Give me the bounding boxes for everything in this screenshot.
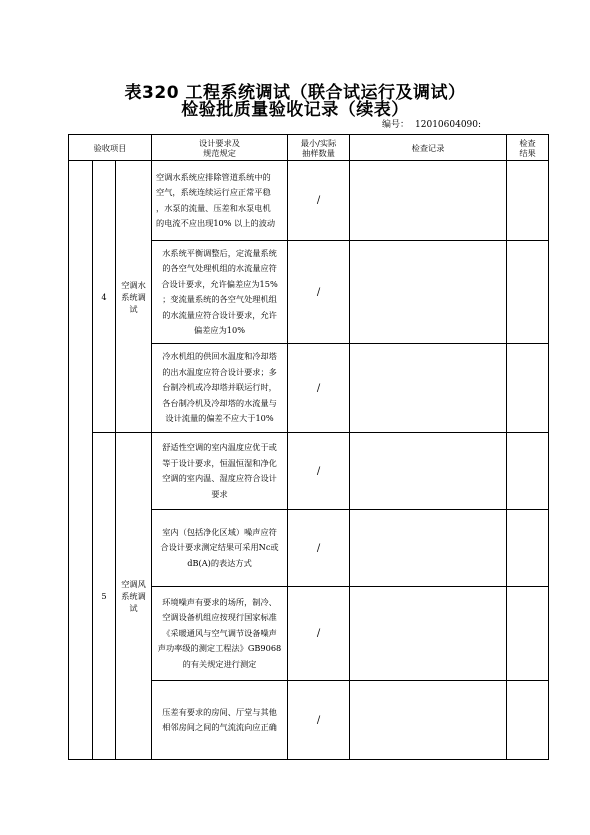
sample-cell: /: [288, 681, 350, 760]
outer-blank-cell: [69, 161, 93, 760]
group-name-line: 试: [129, 603, 138, 613]
record-code: [382, 117, 481, 130]
requirement-cell: [152, 161, 288, 241]
page-subtitle: 检验批质量验收记录（续表）: [181, 100, 409, 120]
sample-cell: /: [288, 344, 350, 433]
requirement-line: 舒适性空调的室内温度应优于或: [162, 442, 277, 452]
requirement-line: 合设计要求，允许偏差应为15%: [161, 278, 278, 289]
requirement-line: 设计流量的偏差不应大于10%: [165, 413, 274, 424]
requirement-cell: [152, 344, 288, 433]
group-name-line: 系统调: [121, 291, 146, 302]
requirement-line: 空气，系统连续运行应正常平稳: [156, 187, 271, 197]
requirement-line: ；变流量系统的各空气处理机组: [162, 294, 277, 304]
sample-cell: /: [288, 241, 350, 344]
requirement-line: 等于设计要求，恒温恒湿和净化: [162, 457, 277, 468]
requirement-line: 环境噪声有要求的场所，制冷、: [162, 596, 277, 607]
group-name-line: 试: [129, 303, 138, 314]
requirement-line: dB(A)的表达方式: [187, 557, 252, 568]
requirement-line: 的电流不应出现10% 以上的波动: [156, 218, 276, 228]
code-label: 编号：: [382, 120, 410, 130]
page-title: 表320 工程系统调试（联合试运行及调试）: [124, 83, 466, 103]
group-name-line: 空调水: [121, 279, 146, 290]
code-value: 12010604090:: [415, 120, 482, 130]
header-result-line2: 结果: [519, 147, 536, 158]
requirement-cell: [152, 241, 288, 344]
requirement-line: 空调水系统应排除管道系统中的: [156, 171, 271, 182]
requirement-line: 合设计要求测定结果可采用Nc或: [160, 542, 279, 553]
header-sample-line2: 抽样数量: [302, 147, 335, 158]
requirement-line: 室内（包括净化区域）噪声应符: [162, 526, 277, 537]
group-name: [116, 433, 152, 760]
sample-cell: /: [288, 587, 350, 681]
requirement-line: 相邻房间之间的气流流向应正确: [162, 722, 277, 732]
requirement-cell: [152, 681, 288, 760]
header-requirement-line2: 规范规定: [203, 147, 236, 158]
record-cell[interactable]: [350, 161, 507, 241]
requirement-line: 的各空气处理机组的水流量应符: [162, 263, 277, 273]
record-cell[interactable]: [350, 681, 507, 760]
requirement-line: 压差有要求的房间、厅堂与其他: [162, 706, 277, 717]
requirement-line: 各台制冷机及冷却塔的水流量与: [162, 397, 277, 408]
requirement-line: 声功率级的测定工程法》GB9068: [157, 643, 282, 654]
header-sample: [288, 135, 350, 161]
requirement-cell: [152, 510, 288, 587]
header-requirement-line1: 设计要求及: [199, 137, 240, 148]
group-name-line: 系统调: [121, 591, 146, 601]
group-number: 4: [93, 161, 116, 433]
header-record: 检查记录: [350, 135, 507, 161]
requirement-cell: [152, 433, 288, 510]
requirement-line: 的水流量应符合设计要求，允许: [162, 309, 277, 320]
header-item: 验收项目: [69, 135, 152, 161]
header-sample-line1: 最小/实际: [300, 137, 337, 148]
table-row: [69, 161, 549, 241]
requirement-line: 空调设备机组应按现行国家标准: [162, 612, 277, 623]
inspection-table: [68, 134, 549, 760]
requirement-line: 空调的室内温、湿度应符合设计: [162, 473, 277, 483]
record-cell[interactable]: [350, 433, 507, 510]
record-cell[interactable]: [350, 344, 507, 433]
result-cell[interactable]: [507, 681, 549, 760]
record-cell[interactable]: [350, 510, 507, 587]
group-name-line: 空调风: [121, 579, 146, 589]
result-cell[interactable]: [507, 161, 549, 241]
requirement-cell: [152, 587, 288, 681]
group-number: 5: [93, 433, 116, 760]
requirement-line: 《采暖通风与空气调节设备噪声: [162, 627, 277, 638]
requirement-line: 的有关规定进行测定: [182, 658, 257, 669]
requirement-line: ，水泵的流量、压差和水泵电机: [156, 202, 271, 213]
record-cell[interactable]: [350, 587, 507, 681]
result-cell[interactable]: [507, 587, 549, 681]
result-cell[interactable]: [507, 433, 549, 510]
requirement-line: 偏差应为10%: [194, 325, 245, 335]
header-result-line1: 检查: [519, 137, 536, 148]
group-name: [116, 161, 152, 433]
result-cell[interactable]: [507, 510, 549, 587]
header-requirement: [152, 135, 288, 161]
header-result: [507, 135, 549, 161]
table-header-row: [69, 135, 549, 161]
sample-cell: /: [288, 433, 350, 510]
record-cell[interactable]: [350, 241, 507, 344]
requirement-line: 台制冷机或冷却塔并联运行时，: [162, 382, 277, 393]
sample-cell: /: [288, 161, 350, 241]
requirement-line: 的出水温度应符合设计要求；多: [162, 366, 277, 377]
requirement-line: 水系统平衡调整后，定流量系统: [162, 247, 277, 258]
requirement-line: 要求: [211, 488, 228, 499]
sample-cell: /: [288, 510, 350, 587]
result-cell[interactable]: [507, 241, 549, 344]
result-cell[interactable]: [507, 344, 549, 433]
table-row: [69, 433, 549, 510]
requirement-line: 冷水机组的供回水温度和冷却塔: [162, 351, 277, 362]
